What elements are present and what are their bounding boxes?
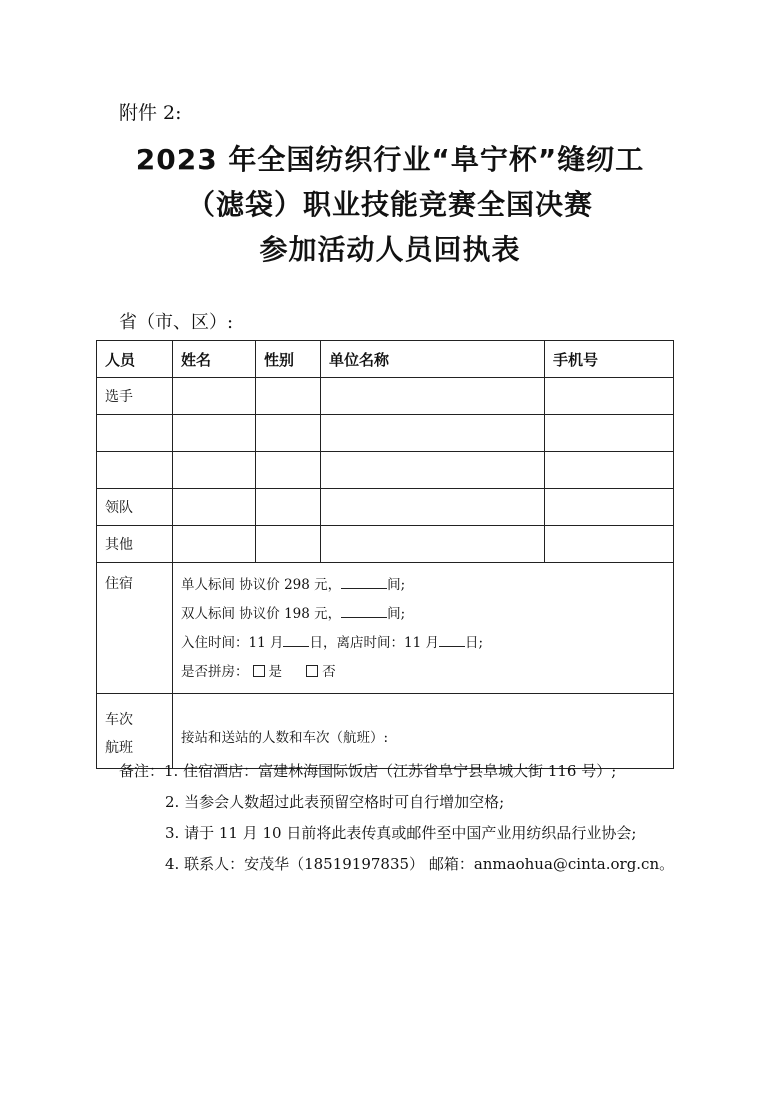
single-room-line [181, 571, 665, 600]
checkout-text: 日，离店时间：11 月 [309, 635, 439, 651]
dates-line [181, 629, 665, 658]
note-1: 备注：1. 住宿酒店：富建林海国际饭店（江苏省阜宁县阜城大街 116 号）; [119, 762, 617, 780]
phone-cell[interactable] [545, 526, 674, 563]
registration-table [96, 340, 674, 769]
phone-cell[interactable] [545, 489, 674, 526]
role-cell: 选手 [97, 378, 173, 415]
name-cell[interactable] [173, 415, 256, 452]
single-room-count-blank[interactable] [341, 574, 387, 589]
room-share-line [181, 658, 665, 687]
single-room-suffix: 间; [387, 577, 406, 593]
header-organization: 单位名称 [321, 341, 545, 378]
role-cell [97, 415, 173, 452]
gender-cell[interactable] [256, 489, 321, 526]
yes-label: 是 [268, 664, 282, 680]
role-cell [97, 452, 173, 489]
header-gender: 性别 [256, 341, 321, 378]
phone-cell[interactable] [545, 415, 674, 452]
yes-checkbox[interactable] [253, 665, 265, 677]
table-row [97, 415, 674, 452]
organization-cell[interactable] [321, 489, 545, 526]
double-room-text: 双人标间 协议价 198 元， [181, 606, 342, 622]
checkin-text: 入住时间：11 月 [181, 635, 284, 651]
lodging-label: 住宿 [97, 563, 173, 694]
table-row [97, 489, 674, 526]
header-phone: 手机号 [545, 341, 674, 378]
transport-description[interactable]: 接站和送站的人数和车次（航班）: [173, 694, 674, 769]
lodging-row [97, 563, 674, 694]
name-cell[interactable] [173, 378, 256, 415]
organization-cell[interactable] [321, 526, 545, 563]
checkout-day-blank[interactable] [439, 632, 465, 647]
no-label: 否 [322, 664, 336, 680]
gender-cell[interactable] [256, 378, 321, 415]
table-row [97, 452, 674, 489]
title-line-3: 参加活动人员回执表 [259, 233, 521, 266]
gender-cell[interactable] [256, 415, 321, 452]
no-checkbox[interactable] [306, 665, 318, 677]
attachment-label: 附件 2: [119, 102, 182, 124]
name-cell[interactable] [173, 489, 256, 526]
phone-cell[interactable] [545, 378, 674, 415]
role-cell: 其他 [97, 526, 173, 563]
notes-section [119, 756, 674, 880]
lodging-details [173, 563, 674, 694]
table-header-row [97, 341, 674, 378]
transport-label-line-1: 车次 [105, 712, 133, 728]
table-row [97, 378, 674, 415]
header-role: 人员 [97, 341, 173, 378]
double-room-count-blank[interactable] [341, 603, 387, 618]
organization-cell[interactable] [321, 378, 545, 415]
phone-cell[interactable] [545, 452, 674, 489]
checkout-suffix: 日; [464, 635, 484, 651]
title-line-2: （滤袋）职业技能竞赛全国决赛 [186, 188, 593, 221]
note-3: 3. 请于 11 月 10 日前将此表传真或邮件至中国产业用纺织品行业协会; [165, 824, 637, 842]
note-2: 2. 当参会人数超过此表预留空格时可自行增加空格; [165, 793, 505, 811]
gender-cell[interactable] [256, 526, 321, 563]
table-row [97, 526, 674, 563]
organization-cell[interactable] [321, 452, 545, 489]
province-label: 省（市、区）: [119, 312, 234, 333]
organization-cell[interactable] [321, 415, 545, 452]
room-share-label: 是否拼房： [181, 664, 249, 680]
name-cell[interactable] [173, 452, 256, 489]
transport-label-line-2: 航班 [105, 740, 133, 756]
title-line-1: 2023 年全国纺织行业“阜宁杯”缝纫工 [135, 143, 645, 176]
header-name: 姓名 [173, 341, 256, 378]
single-room-text: 单人标间 协议价 298 元， [181, 577, 342, 593]
checkin-day-blank[interactable] [283, 632, 309, 647]
note-4: 4. 联系人：安茂华（18519197835） 邮箱：anmaohua@cinta.org.cn。 [165, 855, 675, 873]
role-cell: 领队 [97, 489, 173, 526]
gender-cell[interactable] [256, 452, 321, 489]
double-room-line [181, 600, 665, 629]
name-cell[interactable] [173, 526, 256, 563]
double-room-suffix: 间; [387, 606, 406, 622]
